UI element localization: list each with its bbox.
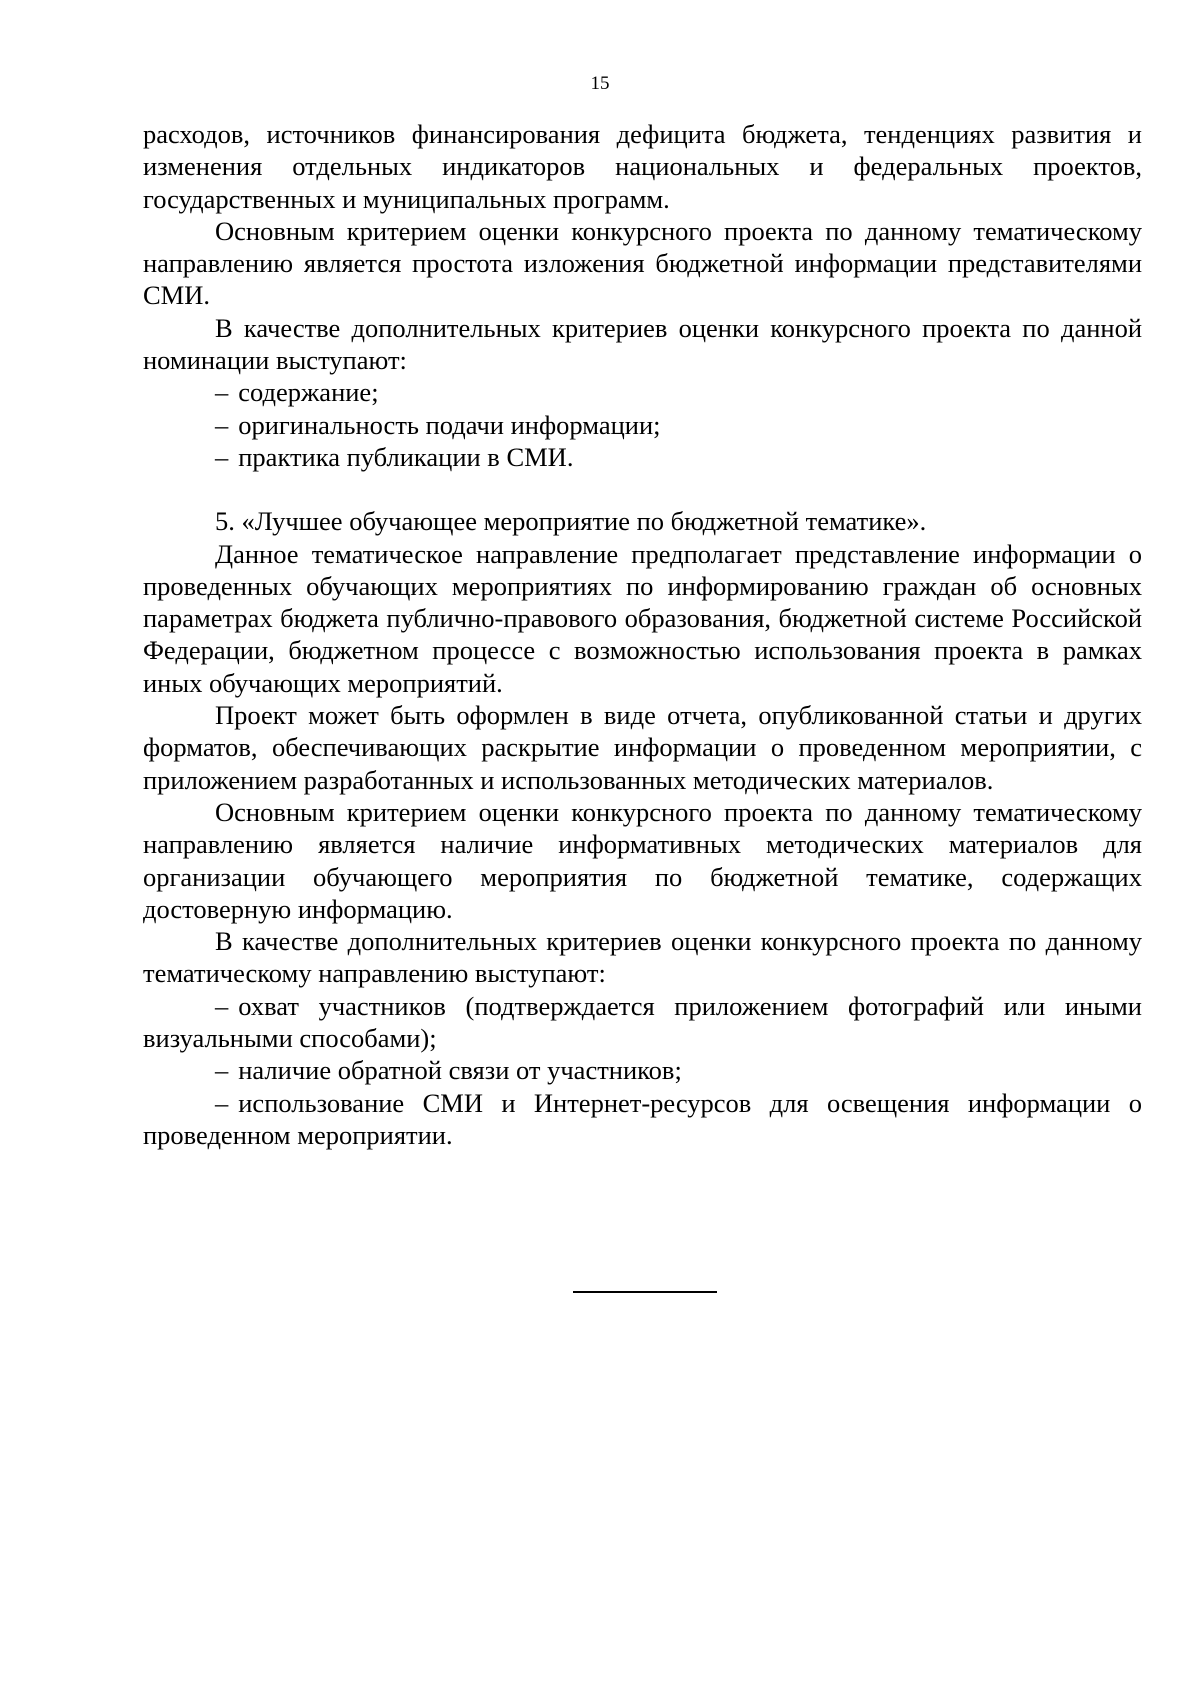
page-number: 15 — [590, 73, 610, 94]
paragraph-continuation: расходов, источников финансирования дефицита бюджета, тенденциях развития и изменения отдельных индикаторов национальных и федеральных проектов, государственных и муниципальных программ. — [143, 119, 1142, 214]
list-item — [143, 1087, 1142, 1152]
list-item-text: охват участников (подтверждается приложением фотографий или иными визуальными способами); — [143, 990, 1142, 1054]
spacer — [143, 473, 1142, 505]
list-item — [143, 376, 1142, 408]
dash-marker: – — [215, 409, 229, 440]
list-item-text: наличие обратной связи от участников; — [238, 1055, 682, 1086]
end-of-document-rule — [573, 1291, 717, 1293]
paragraph-main-criterion: Основным критерием оценки конкурсного проекта по данному тематическому направлению является простота изложения бюджетной информации представителями СМИ. — [143, 215, 1142, 311]
list-item — [143, 990, 1142, 1055]
list-item — [143, 1054, 1142, 1086]
dash-marker: – — [215, 990, 229, 1021]
list-item — [143, 441, 1142, 473]
list-item-text: практика публикации в СМИ. — [238, 441, 574, 472]
list-item-text: использование СМИ и Интернет-ресурсов для освещения информации о проведенном мероприятии. — [143, 1087, 1142, 1150]
paragraph-project-format: Проект может быть оформлен в виде отчета, опубликованной статьи и других форматов, обеспечивающих раскрытие информации о проведенном мероприятии, с приложением разработанных и использованных методических материалов. — [143, 700, 1142, 795]
list-item — [143, 409, 1142, 441]
dash-marker: – — [215, 441, 229, 472]
list-item-text: оригинальность подачи информации; — [238, 409, 661, 440]
dash-marker: – — [215, 1087, 229, 1118]
paragraph-additional-criteria: В качестве дополнительных критериев оценки конкурсного проекта по данной номинации выступают: — [143, 312, 1142, 376]
paragraph-additional-criteria: В качестве дополнительных критериев оценки конкурсного проекта по данному тематическому направлению выступают: — [143, 926, 1142, 989]
section-heading: 5. «Лучшее обучающее мероприятие по бюджетной тематике». — [215, 506, 927, 537]
list-item-text: содержание; — [238, 377, 379, 408]
dash-marker: – — [215, 1055, 229, 1086]
document-body — [143, 118, 1142, 1151]
dash-marker: – — [215, 377, 229, 408]
paragraph-main-criterion: Основным критерием оценки конкурсного проекта по данному тематическому направлению является наличие информативных методических материалов для организации обучающего мероприятия по бюджетной тематике, содержащих достоверную информацию. — [143, 796, 1142, 924]
paragraph-section-description: Данное тематическое направление предполагает представление информации о проведенных обучающих мероприятиях по информированию граждан об основных параметрах бюджета публично-правового образования, бюджетной системе Российской Федерации, бюджетном процессе с возможностью использования проекта в рамках иных обучающих мероприятий. — [143, 538, 1142, 698]
